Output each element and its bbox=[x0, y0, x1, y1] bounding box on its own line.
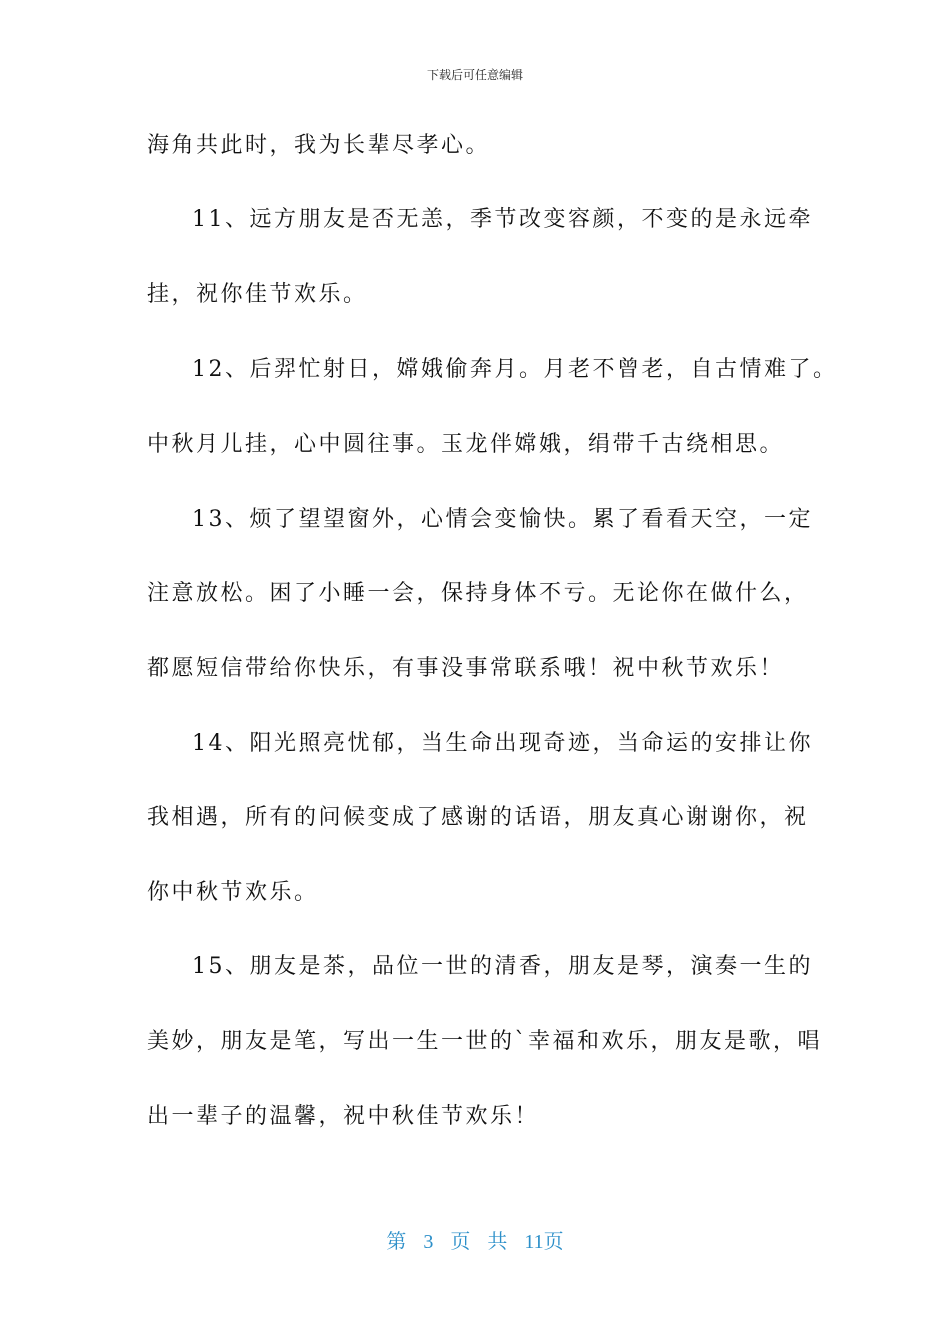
footer-total-pages: 11页 bbox=[524, 1231, 564, 1253]
text-line: 我相遇，所有的问候变成了感谢的话语，朋友真心谢谢你，祝 bbox=[147, 805, 809, 830]
footer-label-ye: 页 bbox=[450, 1231, 471, 1253]
text-line: 海角共此时，我为长辈尽孝心。 bbox=[147, 133, 491, 158]
text-line: 出一辈子的温馨，祝中秋佳节欢乐！ bbox=[147, 1104, 540, 1129]
text-line: 都愿短信带给你快乐，有事没事常联系哦！祝中秋节欢乐！ bbox=[147, 656, 785, 681]
text-line: 挂，祝你佳节欢乐。 bbox=[147, 282, 368, 307]
text-line: 14、阳光照亮忧郁，当生命出现奇迹，当命运的安排让你 bbox=[192, 731, 813, 756]
footer-label-gong: 共 bbox=[487, 1231, 508, 1253]
page-header: 下载后可任意编辑 bbox=[426, 68, 523, 82]
page-footer bbox=[0, 1225, 950, 1254]
text-line: 12、后羿忙射日，嫦娥偷奔月。月老不曾老，自古情难了。 bbox=[192, 357, 838, 382]
text-line: 中秋月儿挂，心中圆往事。玉龙伴嫦娥，绢带千古绕相思。 bbox=[147, 432, 785, 457]
text-line: 13、烦了望望窗外，心情会变愉快。累了看看天空，一定 bbox=[192, 507, 813, 532]
text-line: 注意放松。困了小睡一会，保持身体不亏。无论你在做什么， bbox=[147, 581, 809, 606]
text-line: 美妙，朋友是笔，写出一生一世的`幸福和欢乐，朋友是歌，唱 bbox=[147, 1029, 823, 1054]
text-line: 15、朋友是茶，品位一世的清香，朋友是琴，演奏一生的 bbox=[192, 954, 813, 979]
text-line: 11、远方朋友是否无恙，季节改变容颜，不变的是永远牵 bbox=[192, 207, 813, 232]
footer-page-number: 3 bbox=[423, 1231, 434, 1253]
footer-label-di: 第 bbox=[386, 1231, 407, 1253]
text-line: 你中秋节欢乐。 bbox=[147, 880, 319, 905]
